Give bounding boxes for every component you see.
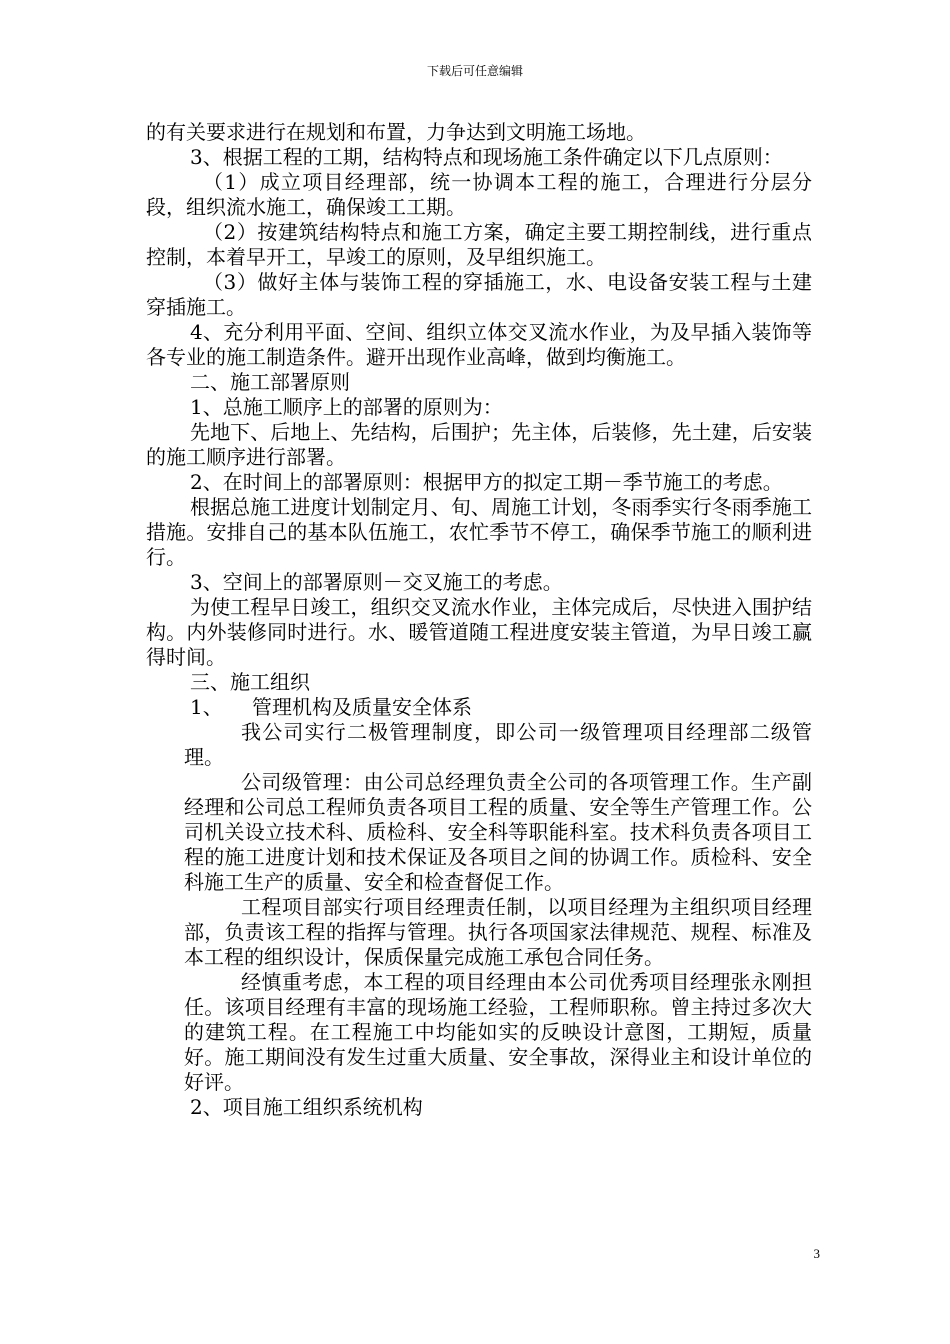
page-number: 3 bbox=[813, 1246, 820, 1261]
paragraph-management-system: 我公司实行二极管理制度，即公司一级管理项目经理部二级管理。 bbox=[184, 720, 812, 769]
paragraph-principle-3: （3）做好主体与装饰工程的穿插施工，水、电设备安装工程与土建穿插施工。 bbox=[146, 270, 812, 319]
paragraph-project-manager: 经慎重考虑，本工程的项目经理由本公司优秀项目经理张永刚担任。该项目经理有丰富的现场施工经验，工程师职称。曾主持过多次大的建筑工程。在工程施工中均能如实的反映设计意图，工期短，质量好。施工期间没有发生过重大质量、安全事故，深得业主和设计单位的好评。 bbox=[184, 970, 812, 1094]
paragraph-continuation: 的有关要求进行在规划和布置，力争达到文明施工场地。 bbox=[146, 120, 646, 144]
subsection-heading-organization-structure: 2、项目施工组织系统机构 bbox=[190, 1095, 423, 1119]
section-heading-deployment: 二、施工部署原则 bbox=[190, 370, 350, 394]
paragraph-deployment-2: 2、在时间上的部署原则：根据甲方的拟定工期－季节施工的考虑。 bbox=[190, 470, 783, 494]
page-header: 下载后可任意编辑 bbox=[426, 64, 523, 78]
paragraph-principles: 3、根据工程的工期，结构特点和现场施工条件确定以下几点原则： bbox=[190, 145, 783, 169]
document-body bbox=[146, 120, 812, 1120]
section-heading-organization: 三、施工组织 bbox=[190, 670, 310, 694]
paragraph-principle-1: （1）成立项目经理部，统一协调本工程的施工，合理进行分层分段，组织流水施工，确保竣工工期。 bbox=[146, 170, 812, 219]
paragraph-project-department: 工程项目部实行项目经理责任制，以项目经理为主组织项目经理部，负责该工程的指挥与管理。执行各项国家法律规范、规程、标准及本工程的组织设计，保质保量完成施工承包合同任务。 bbox=[184, 895, 812, 969]
paragraph-item-4: 4、充分利用平面、空间、组织立体交叉流水作业，为及早插入装饰等各专业的施工制造条件。避开出现作业高峰，做到均衡施工。 bbox=[146, 320, 812, 369]
subsection-number: 1、 bbox=[190, 695, 223, 719]
subsection-heading-management bbox=[146, 695, 812, 720]
paragraph-company-management: 公司级管理：由公司总经理负责全公司的各项管理工作。生产副经理和公司总工程师负责各项目工程的质量、安全等生产管理工作。公司机关设立技术科、质检科、安全科等职能科室。技术科负责各项目工程的施工进度计划和技术保证及各项目之间的协调工作。质检科、安全科施工生产的质量、安全和检查督促工作。 bbox=[184, 770, 812, 894]
paragraph-schedule: 根据总施工进度计划制定月、旬、周施工计划，冬雨季实行冬雨季施工措施。安排自己的基本队伍施工，农忙季节不停工，确保季节施工的顺利进行。 bbox=[146, 495, 812, 569]
paragraph-deployment-order: 先地下、后地上、先结构，后围护；先主体，后装修，先土建，后安装的施工顺序进行部署。 bbox=[146, 420, 812, 469]
subsection-title: 管理机构及质量安全体系 bbox=[252, 695, 472, 719]
paragraph-deployment-3: 3、空间上的部署原则－交叉施工的考虑。 bbox=[190, 570, 563, 594]
paragraph-deployment-1: 1、总施工顺序上的部署的原则为： bbox=[190, 395, 503, 419]
paragraph-principle-2: （2）按建筑结构特点和施工方案，确定主要工期控制线，进行重点控制，本着早开工，早竣工的原则，及早组织施工。 bbox=[146, 220, 812, 269]
paragraph-cross-construction: 为使工程早日竣工，组织交叉流水作业，主体完成后，尽快进入围护结构。内外装修同时进行。水、暖管道随工程进度安装主管道，为早日竣工赢得时间。 bbox=[146, 595, 812, 669]
